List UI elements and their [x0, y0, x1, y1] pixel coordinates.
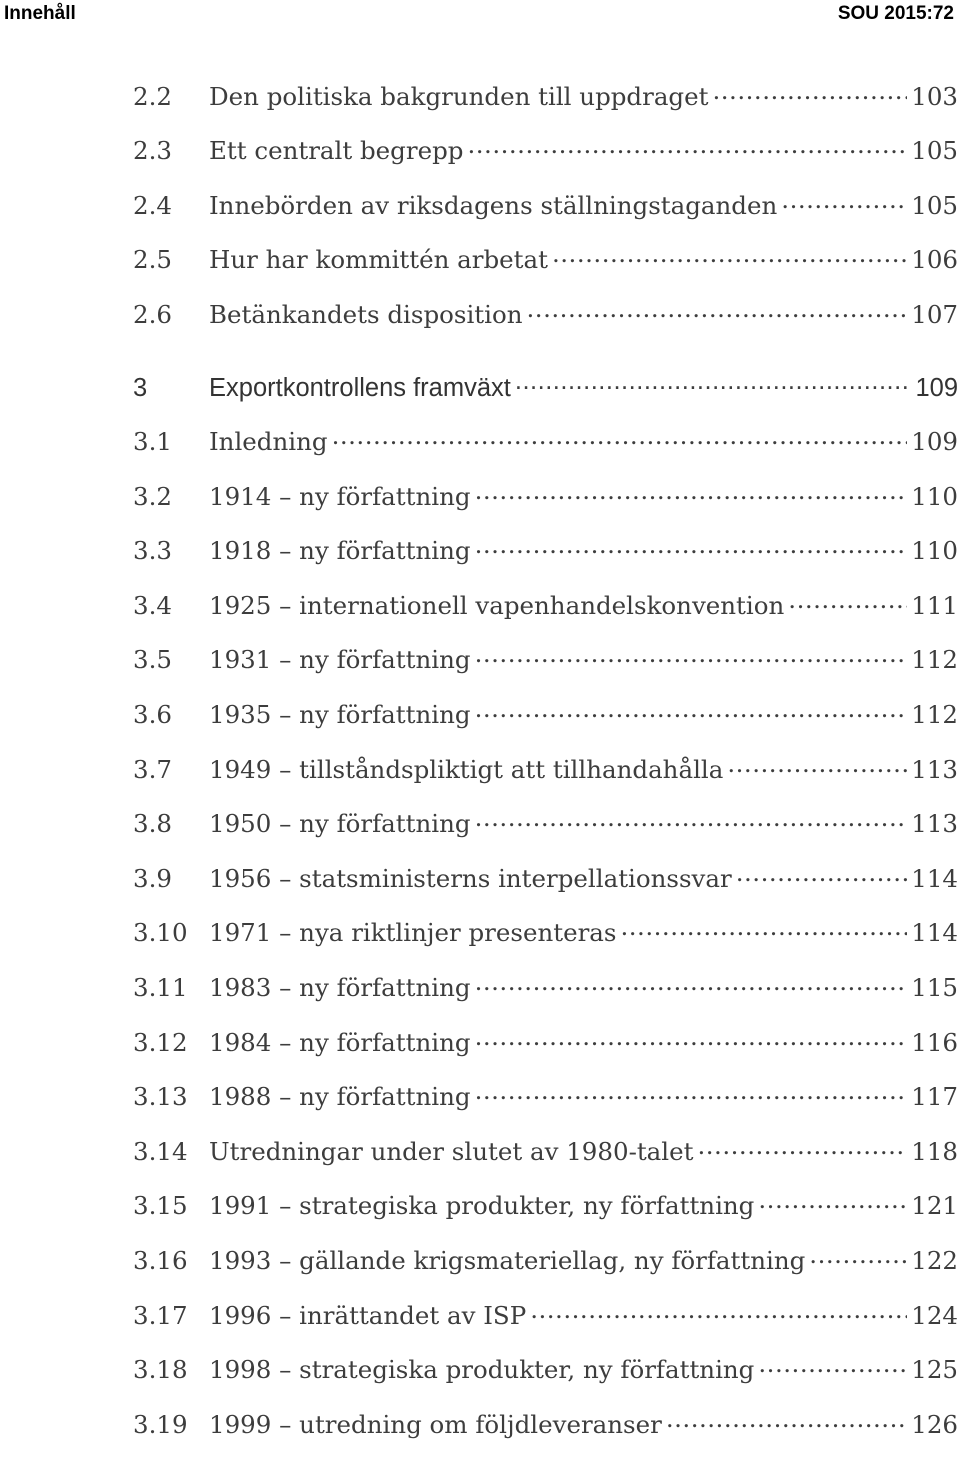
toc-dot-leader: [758, 1354, 907, 1379]
toc-entry-page: 117: [911, 1082, 958, 1112]
toc-entry-title: 1956 – statsministerns interpellationssvar: [209, 863, 732, 893]
toc-entry-title: 1918 – ny författning: [209, 536, 471, 566]
toc-dot-leader: [475, 1081, 908, 1106]
toc-entry-page: 107: [911, 299, 958, 329]
toc-entry-page: 122: [911, 1245, 958, 1275]
toc-entry[interactable]: [133, 244, 958, 299]
toc-entry[interactable]: [133, 535, 958, 590]
header-document-id: SOU 2015:72: [837, 3, 954, 24]
toc-dot-leader: [475, 535, 908, 560]
toc-entry-page: 110: [911, 481, 958, 511]
toc-entry[interactable]: [133, 589, 958, 644]
toc-entry-page: 126: [911, 1409, 958, 1439]
toc-dot-leader: [697, 1135, 907, 1160]
toc-entry[interactable]: [133, 298, 958, 353]
toc-dot-leader: [666, 1408, 907, 1433]
toc-entry-number: 2.2: [133, 81, 172, 111]
header-section-label: Innehåll: [4, 3, 76, 24]
toc-entry[interactable]: [133, 699, 958, 754]
toc-dot-leader: [475, 808, 908, 833]
toc-entry[interactable]: [133, 1244, 958, 1299]
toc-entry-number: 3.12: [133, 1027, 188, 1057]
toc-entry-title: 1914 – ny författning: [209, 481, 471, 511]
toc-entry-page: 105: [911, 136, 958, 166]
toc-dot-leader: [515, 371, 912, 397]
toc-entry[interactable]: [133, 808, 958, 863]
toc-entry-page: 118: [911, 1136, 958, 1166]
toc-entry-number: 2.3: [133, 136, 172, 166]
toc-dot-leader: [620, 917, 907, 942]
toc-dot-leader: [467, 135, 907, 160]
toc-dot-leader: [527, 298, 908, 323]
toc-dot-leader: [788, 589, 907, 614]
toc-entry-page: 113: [911, 754, 958, 784]
toc-entry-number: 3.10: [133, 918, 188, 948]
toc-entry-title: 1984 – ny författning: [209, 1027, 471, 1057]
toc-entry-number: 3.18: [133, 1355, 188, 1385]
toc-entry-page: 112: [911, 700, 958, 730]
toc-entry[interactable]: [133, 426, 958, 481]
toc-entry-page: 115: [911, 973, 958, 1002]
toc-entry[interactable]: [133, 1190, 958, 1245]
toc-dot-leader: [758, 1190, 907, 1215]
toc-entry-page: 121: [911, 1191, 958, 1221]
toc-entry[interactable]: [133, 1135, 958, 1190]
toc-entry-page: 113: [911, 809, 958, 839]
toc-dot-leader: [332, 426, 908, 451]
toc-dot-leader: [552, 244, 907, 269]
toc-entry-page: 114: [911, 863, 958, 893]
toc-dot-leader: [475, 1026, 908, 1051]
toc-entry-title: Innebörden av riksdagens ställningstaganden: [209, 190, 778, 220]
toc-entry[interactable]: [133, 972, 958, 1027]
toc-entry-title: Exportkontrollens framväxt: [209, 374, 511, 403]
toc-entry-title: Ett centralt begrepp: [209, 136, 464, 166]
toc-entry-number: 3.5: [133, 645, 172, 675]
toc-entry-page: 105: [911, 190, 958, 220]
toc-entry-page: 116: [911, 1027, 958, 1057]
toc-entry[interactable]: [133, 1299, 958, 1354]
toc-dot-leader: [727, 753, 907, 778]
toc-entry-number: 2.5: [133, 245, 172, 275]
toc-entry-page: 114: [911, 918, 958, 948]
toc-entry[interactable]: [133, 80, 958, 135]
toc-entry-page: 103: [911, 81, 958, 111]
toc-entry[interactable]: [133, 1081, 958, 1136]
toc-entry-title: 1996 – inrättandet av ISP: [209, 1300, 527, 1330]
page-header: [0, 0, 960, 30]
toc-entry[interactable]: [133, 917, 958, 972]
toc-entry[interactable]: [133, 1354, 958, 1409]
toc-entry-number: 3.15: [133, 1191, 188, 1221]
toc-dot-leader: [809, 1244, 907, 1269]
toc-entry-number: 3.13: [133, 1082, 188, 1112]
toc-entry[interactable]: [133, 135, 958, 190]
toc-entry-title: Den politiska bakgrunden till uppdraget: [209, 81, 709, 111]
toc-chapter-entry[interactable]: [133, 371, 958, 426]
toc-entry-number: 3.16: [133, 1245, 188, 1275]
table-of-contents: [133, 80, 958, 1463]
toc-entry-page: 110: [911, 536, 958, 566]
toc-entry-title: 1998 – strategiska produkter, ny författning: [209, 1355, 755, 1385]
toc-entry[interactable]: [133, 1026, 958, 1081]
toc-dot-leader: [712, 80, 907, 105]
toc-dot-leader: [475, 972, 908, 997]
toc-entry-number: 3.4: [133, 590, 172, 620]
toc-entry-number: 3.14: [133, 1136, 188, 1166]
toc-entry-number: 3.6: [133, 700, 172, 730]
toc-dot-leader: [475, 699, 908, 724]
toc-entry-page: 112: [911, 645, 958, 675]
toc-dot-leader: [781, 189, 907, 214]
toc-entry-title: 1935 – ny författning: [209, 700, 471, 730]
toc-entry-number: 3.7: [133, 754, 172, 784]
toc-dot-leader: [475, 480, 908, 505]
toc-entry[interactable]: [133, 862, 958, 917]
toc-entry-number: 3.3: [133, 536, 172, 566]
toc-entry-number: 3.19: [133, 1409, 188, 1439]
toc-entry-title: Betänkandets disposition: [209, 299, 523, 329]
toc-entry-page: 124: [911, 1300, 958, 1330]
toc-entry-number: 3.9: [133, 863, 172, 893]
toc-entry[interactable]: [133, 644, 958, 699]
toc-entry-title: 1988 – ny författning: [209, 1082, 471, 1112]
toc-entry-number: 3.11: [133, 973, 188, 1002]
toc-entry[interactable]: [133, 189, 958, 244]
toc-entry-number: 3: [133, 374, 148, 403]
toc-entry-title: 1949 – tillståndspliktigt att tillhandahålla: [209, 754, 724, 784]
toc-entry-title: 1999 – utredning om följdleveranser: [209, 1409, 662, 1439]
toc-entry[interactable]: [133, 753, 958, 808]
toc-entry-title: Inledning: [209, 427, 328, 457]
toc-entry-title: 1925 – internationell vapenhandelskonvention: [209, 590, 785, 620]
toc-entry-page: 111: [911, 590, 958, 620]
toc-entry-page: 109: [911, 427, 958, 457]
toc-entry-title: 1983 – ny författning: [209, 973, 471, 1002]
toc-entry-title: Utredningar under slutet av 1980-talet: [209, 1136, 694, 1166]
toc-entry-page: 106: [911, 245, 958, 275]
toc-entry-title: Hur har kommittén arbetat: [209, 245, 548, 275]
toc-entry-number: 3.17: [133, 1300, 188, 1330]
toc-entry-title: 1991 – strategiska produkter, ny författning: [209, 1191, 755, 1221]
toc-entry-number: 3.8: [133, 809, 172, 839]
toc-entry-title: 1993 – gällande krigsmateriellag, ny författning: [209, 1245, 806, 1275]
toc-entry-page: 109: [915, 374, 958, 403]
toc-entry-title: 1950 – ny författning: [209, 809, 471, 839]
toc-dot-leader: [530, 1299, 907, 1324]
toc-entry-title: 1931 – ny författning: [209, 645, 471, 675]
toc-dot-leader: [475, 644, 908, 669]
toc-entry[interactable]: [133, 480, 958, 535]
toc-entry[interactable]: [133, 1408, 958, 1463]
toc-entry-title: 1971 – nya riktlinjer presenteras: [209, 918, 617, 948]
toc-dot-leader: [736, 862, 908, 887]
toc-entry-page: 125: [911, 1355, 958, 1385]
toc-entry-number: 2.6: [133, 299, 172, 329]
toc-entry-number: 3.1: [133, 427, 172, 457]
toc-entry-number: 2.4: [133, 190, 172, 220]
toc-entry-number: 3.2: [133, 481, 172, 511]
